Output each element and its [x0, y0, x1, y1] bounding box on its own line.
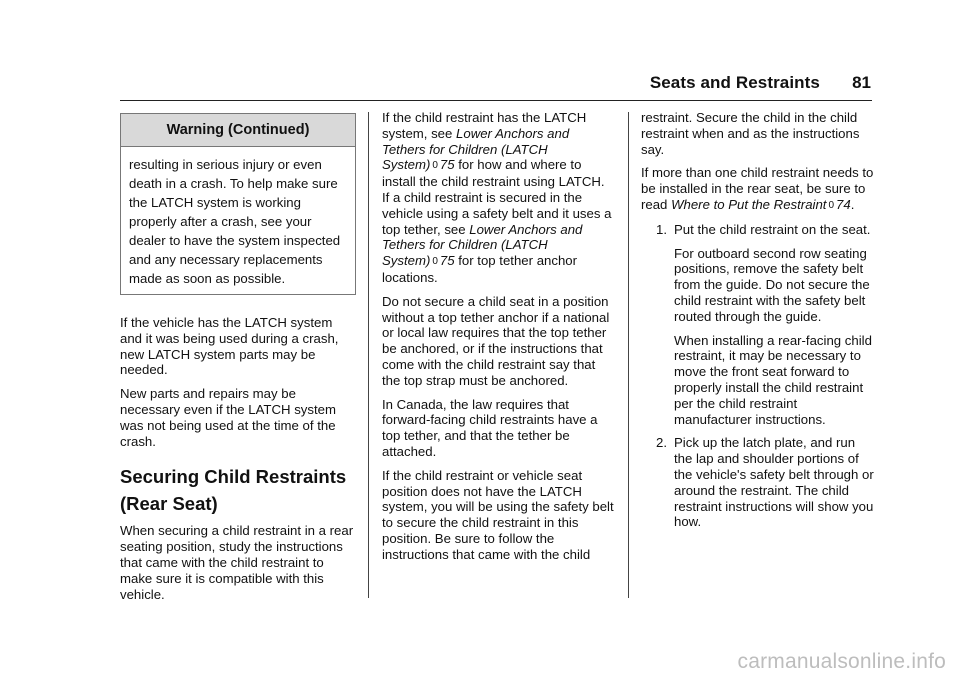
text-run: If more than one child restraint needs to be installed in the rear seat, be sure to read: [641, 165, 874, 212]
page-ref-icon: 0: [828, 199, 835, 211]
page-ref-icon: 0: [432, 160, 438, 172]
list-item: [641, 222, 876, 428]
step-note: When installing a rear-facing child restraint, it may be necessary to move the front seat forward to properly install the child restraint per the child restraint manufacturer instructions.: [674, 332, 872, 427]
text-run: for top tether anchor locations.: [382, 253, 578, 285]
paragraph: Do not secure a child seat in a position without a top tether anchor if a national or local law requires that the top tether be anchored, or if the instructions that come with the child restraint say that the top strap must be anchored.: [382, 293, 610, 388]
step-note: For outboard second row seating positions, remove the safety belt from the guide. Do not secure the child restraint with the safety belt routed through the guide.: [674, 245, 870, 324]
page-ref-number[interactable]: 75: [439, 157, 455, 173]
section-heading: Securing Child Restraints (Rear Seat): [120, 466, 347, 515]
text-run: for how and where to install the child restraint using LATCH. If a child restraint is secured in the vehicle using a safety belt and it uses a top tether, see: [382, 157, 612, 237]
step-text: Put the child restraint on the seat.: [674, 221, 871, 237]
column-3: [641, 110, 876, 538]
page-header: [120, 70, 872, 101]
step-number: 1.: [656, 221, 667, 237]
watermark: carmanualsonline.info: [737, 650, 946, 673]
text-run: If the child restraint has the LATCH system, see: [382, 110, 587, 141]
page-ref-icon: 0: [432, 256, 438, 268]
paragraph: New parts and repairs may be necessary even if the LATCH system was not being used at the time of the crash.: [120, 386, 336, 449]
column-2: [382, 110, 614, 571]
page-ref-number[interactable]: 74: [836, 196, 851, 212]
list-item: [641, 435, 876, 530]
paragraph: If the vehicle has the LATCH system and it was being used during a crash, new LATCH system parts may be needed.: [120, 315, 339, 378]
steps-list: [641, 222, 876, 530]
cross-reference-link[interactable]: Lower Anchors and Tethers for Children (LATCH System): [382, 125, 570, 173]
column-1: [120, 110, 356, 610]
warning-title: Warning (Continued): [121, 114, 355, 147]
page-ref-number[interactable]: 75: [439, 253, 455, 269]
section-title: Seats and Restraints: [649, 73, 820, 92]
warning-body: resulting in serious injury or even death in a crash. To help make sure the LATCH system is working properly after a crash, see your dealer to have the system inspected and any necessary replacements made as soon as possible.: [129, 157, 341, 286]
page-number: 81: [852, 73, 871, 92]
paragraph: If the child restraint or vehicle seat position does not have the LATCH system, you will be using the safety belt to secure the child restraint in this position. Be sure to follow the instructions that came with the child: [382, 467, 614, 562]
column-divider: [368, 112, 369, 598]
paragraph: restraint. Secure the child in the child restraint when and as the instructions say.: [641, 110, 860, 157]
paragraph: In Canada, the law requires that forward-facing child restraints have a top tether, and that the tether be attached.: [382, 396, 598, 459]
column-divider: [628, 112, 629, 598]
paragraph: [641, 165, 876, 213]
warning-box: [120, 113, 356, 295]
paragraph: [382, 110, 614, 286]
text-run: .: [850, 196, 855, 212]
step-text: Pick up the latch plate, and run the lap and shoulder portions of the vehicle's safety belt through or around the restraint. The child restraint instructions will show you how.: [674, 435, 874, 530]
paragraph: When securing a child restraint in a rear seating position, study the instructions that came with the child restraint to make sure it is compatible with this vehicle.: [120, 523, 354, 602]
step-number: 2.: [656, 435, 667, 451]
cross-reference-link[interactable]: Where to Put the Restraint: [671, 196, 827, 212]
cross-reference-link[interactable]: Lower Anchors and Tethers for Children (LATCH System): [382, 221, 583, 269]
